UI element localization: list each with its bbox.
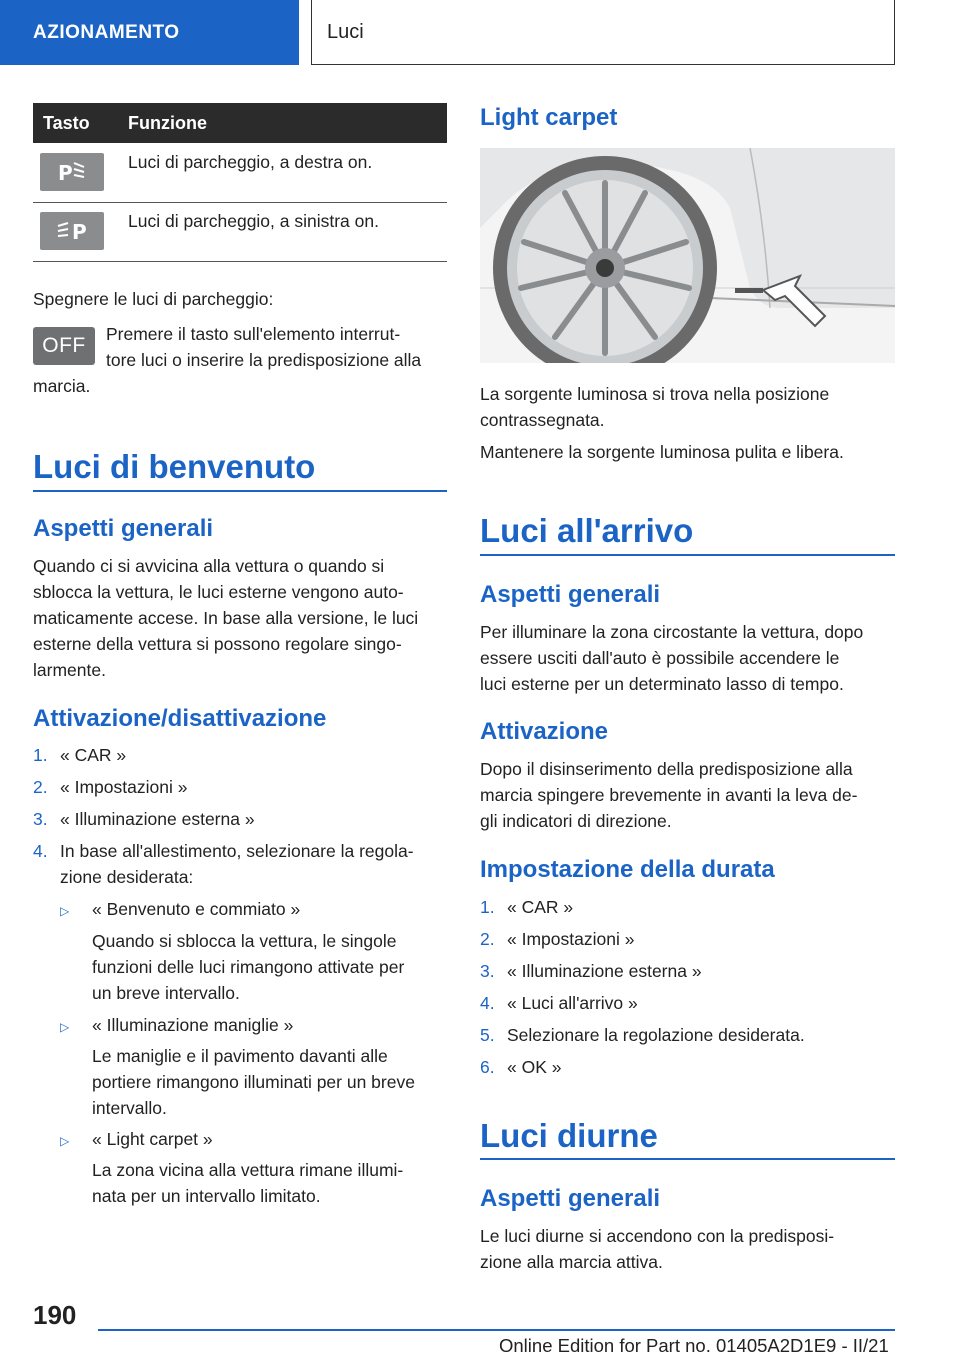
option-text: La zona vicina alla vettura rimane illumi- [92, 1160, 404, 1180]
svg-text:P: P [58, 161, 73, 185]
arrival-text: essere usciti dall'auto è possibile accendere le [480, 648, 840, 668]
carpet-text: La sorgente luminosa si trova nella posizione [480, 384, 830, 404]
table-row [33, 202, 447, 262]
table-cell: Luci di parcheggio, a sinistra on. [128, 211, 379, 231]
heading-general: Aspetti generali [33, 515, 214, 542]
option-text: Quando si sblocca la vettura, le singole [92, 931, 397, 951]
activation-text: gli indicatori di direzione. [480, 811, 672, 831]
footer-rule [98, 1329, 895, 1331]
parking-light-left-icon [40, 212, 104, 250]
list-item: 4. In base all'allestimento, selezionare la regola- [33, 841, 414, 861]
activation-text: Dopo il disinserimento della predisposizione alla [480, 759, 853, 779]
general-text: larmente. [33, 660, 106, 680]
option-text: nata per un intervallo limitato. [92, 1186, 321, 1206]
option-title: ▷ « Benvenuto e commiato » [60, 899, 301, 919]
parking-light-right-icon [40, 153, 104, 191]
section-tab [0, 0, 299, 65]
edition-text: Online Edition for Part no. 01405A2D1E9 - II/21 [499, 1335, 889, 1356]
heading-duration: Impostazione della durata [480, 856, 775, 883]
page-number: 190 [33, 1300, 77, 1330]
table-row [33, 143, 447, 203]
heading-arrival: Luci all'arrivo [480, 512, 694, 549]
activation-text: marcia spingere brevemente in avanti la leva de- [480, 785, 858, 805]
general-text: sblocca la vettura, le luci esterne vengono auto- [33, 582, 404, 602]
heading-daytime: Luci diurne [480, 1117, 658, 1154]
option-title: ▷ « Illuminazione maniglie » [60, 1015, 294, 1035]
list-item: 2. « Impostazioni » [33, 777, 188, 797]
table-cell: Luci di parcheggio, a destra on. [128, 152, 373, 172]
daytime-text: zione alla marcia attiva. [480, 1252, 663, 1272]
arrival-text: luci esterne per un determinato lasso di tempo. [480, 674, 844, 694]
parking-off-text: marcia. [33, 376, 91, 396]
parking-off-text: Premere il tasto sull'elemento interrut- [106, 324, 401, 344]
chapter-header [311, 0, 895, 65]
general-text: maticamente accese. In base alla versione, le luci [33, 608, 419, 628]
heading-light-carpet: Light carpet [480, 104, 618, 131]
carpet-text: contrassegnata. [480, 410, 605, 430]
list-item-cont: zione desiderata: [60, 867, 194, 887]
heading-welcome: Luci di benvenuto [33, 448, 316, 485]
list-item: 3. « Illuminazione esterna » [480, 961, 702, 981]
heading-general: Aspetti generali [480, 581, 661, 608]
heading-rule [480, 1158, 895, 1160]
heading-rule [480, 554, 895, 556]
daytime-text: Le luci diurne si accendono con la predisposi- [480, 1226, 835, 1246]
svg-text:P: P [72, 220, 87, 244]
option-text: intervallo. [92, 1098, 167, 1118]
option-text: Le maniglie e il pavimento davanti alle [92, 1046, 388, 1066]
heading-activation: Attivazione [480, 718, 609, 745]
option-text: portiere rimangono illuminati per un breve [92, 1072, 415, 1092]
parking-off-text: tore luci o inserire la predisposizione alla [106, 350, 422, 370]
list-item: 5. Selezionare la regolazione desiderata. [480, 1025, 805, 1045]
chapter-title: Luci [327, 20, 364, 43]
option-text: un breve intervallo. [92, 983, 240, 1003]
list-item: 1. « CAR » [33, 745, 127, 765]
list-item: 2. « Impostazioni » [480, 929, 635, 949]
heading-general: Aspetti generali [480, 1185, 661, 1212]
parking-off-intro: Spegnere le luci di parcheggio: [33, 289, 274, 309]
heading-activation: Attivazione/disattivazione [33, 705, 327, 732]
list-item: 1. « CAR » [480, 897, 574, 917]
general-text: Quando ci si avvicina alla vettura o quando si [33, 556, 385, 576]
section-title: AZIONAMENTO [33, 21, 180, 43]
table-col-key: Tasto [43, 113, 90, 133]
arrival-text: Per illuminare la zona circostante la vettura, dopo [480, 622, 864, 642]
heading-rule [33, 490, 447, 492]
list-item: 4. « Luci all'arrivo » [480, 993, 638, 1013]
table-header [33, 103, 447, 143]
option-text: funzioni delle luci rimangono attivate per [92, 957, 405, 977]
car-wheel-image [480, 148, 895, 363]
list-item: 3. « Illuminazione esterna » [33, 809, 255, 829]
option-title: ▷ « Light carpet » [60, 1129, 213, 1149]
table-col-function: Funzione [128, 113, 207, 133]
list-item: 6. « OK » [480, 1057, 562, 1077]
carpet-text: Mantenere la sorgente luminosa pulita e libera. [480, 442, 844, 462]
general-text: esterne della vettura si possono regolare singo- [33, 634, 402, 654]
off-button-icon: OFF [33, 327, 95, 365]
